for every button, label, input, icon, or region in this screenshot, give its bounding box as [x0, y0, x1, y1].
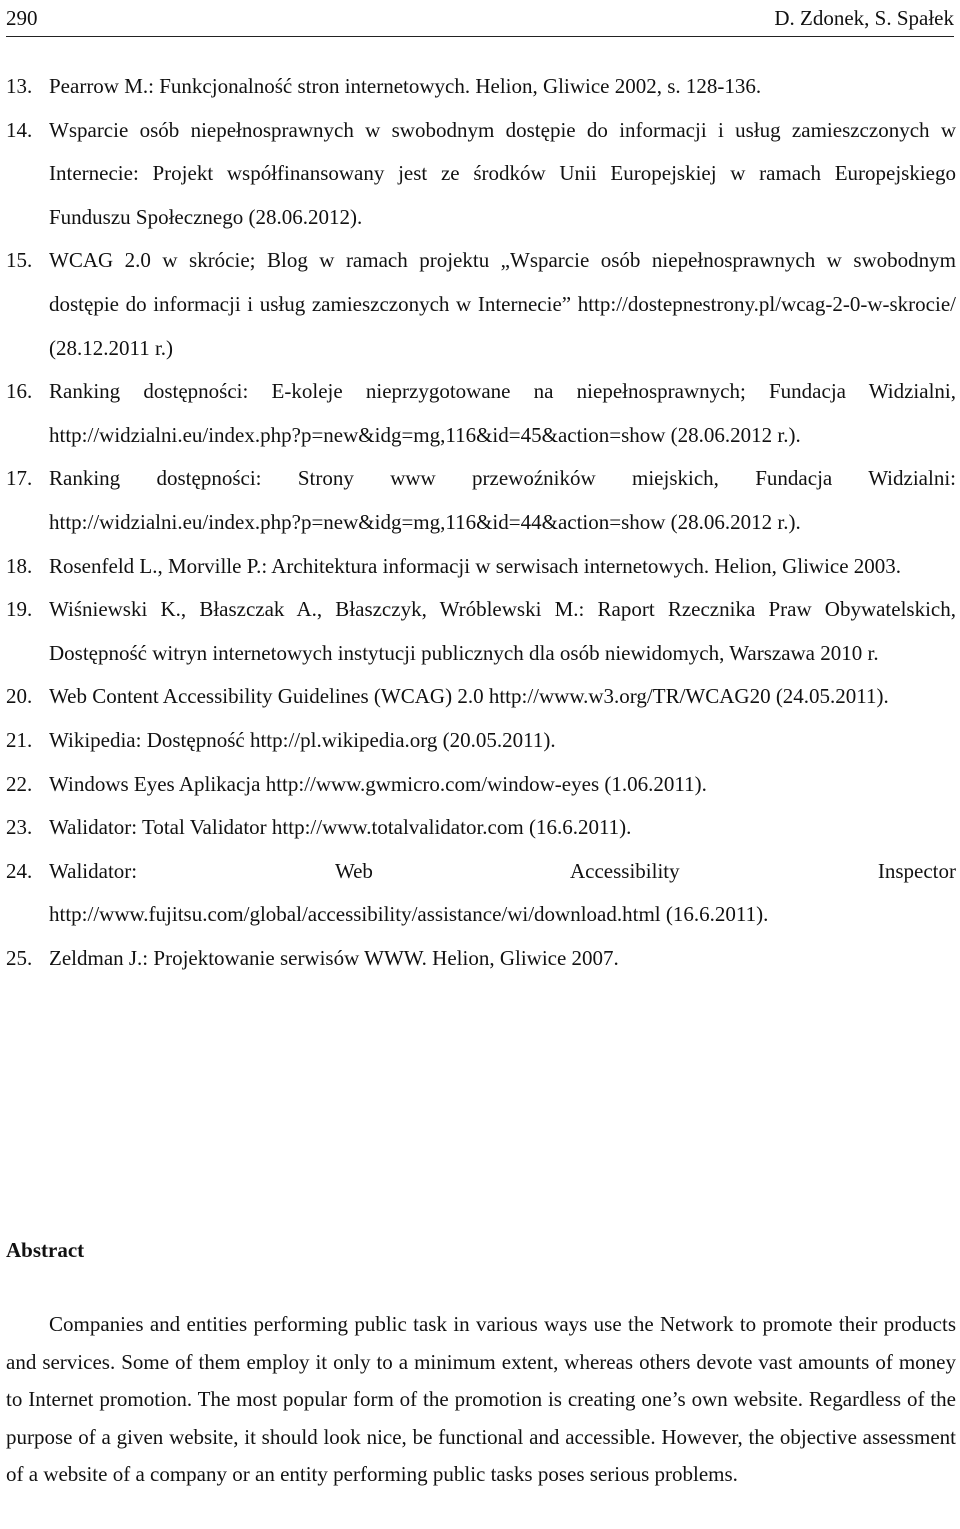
reference-item	[6, 109, 956, 240]
reference-number: 19.	[6, 597, 33, 622]
reference-number: 14.	[6, 117, 33, 142]
reference-item	[6, 675, 956, 719]
reference-text: Windows Eyes Aplikacja http://www.gwmicro.com/window-eyes (1.06.2011).	[49, 771, 707, 796]
reference-item	[6, 457, 956, 544]
reference-item	[6, 239, 956, 370]
reference-text: Wikipedia: Dostępność http://pl.wikipedia.org (20.05.2011).	[49, 727, 556, 752]
reference-text: Wsparcie osób niepełnosprawnych w swobodnym dostępie do informacji i usług zamieszczonych w Internecie: Projekt współfinansowany jest ze środków Unii Europejskiej w ramach Europejskiego Funduszu Społecznego (28.06.2012).	[49, 117, 956, 229]
reference-text: Walidator: Total Validator http://www.totalvalidator.com (16.6.2011).	[49, 815, 632, 840]
reference-item	[6, 937, 956, 981]
reference-number: 16.	[6, 379, 33, 404]
reference-text: Web Content Accessibility Guidelines (WCAG) 2.0 http://www.w3.org/TR/WCAG20 (24.05.2011).	[49, 684, 889, 709]
reference-number: 18.	[6, 553, 33, 578]
reference-number: 21.	[6, 727, 33, 752]
reference-text: Ranking dostępności: Strony www przewoźników miejskich, Fundacja Widzialni: http://widzialni.eu/index.php?p=new&idg=mg,116&id=44&action=show (28.06.2012 r.).	[49, 466, 956, 534]
abstract-body: Companies and entities performing public task in various ways use the Network to promote their products and services. Some of them employ it only to a minimum extent, whereas others devote vast amounts of money to Internet promotion. The most popular form of the promotion is creating one’s own website. Regardless of the purpose of a given website, it should look nice, be functional and accessible. However, the objective assessment of a website of a company or an entity performing public tasks poses serious problems.	[6, 1312, 956, 1486]
reference-text: Ranking dostępności: E-koleje nieprzygotowane na niepełnosprawnych; Fundacja Widzialni, http://widzialni.eu/index.php?p=new&idg=mg,116&id=45&action=show (28.06.2012 r.).	[49, 379, 956, 447]
reference-number: 23.	[6, 815, 33, 840]
reference-list	[6, 65, 956, 980]
reference-text: Wiśniewski K., Błaszczak A., Błaszczyk, Wróblewski M.: Raport Rzecznika Praw Obywatelskich, Dostępność witryn internetowych instytucji publicznych dla osób niewidomych, Warszawa 2010 r.	[49, 597, 956, 665]
reference-item	[6, 370, 956, 457]
reference-item	[6, 545, 956, 589]
reference-item	[6, 850, 956, 937]
reference-number: 20.	[6, 684, 33, 709]
reference-number: 13.	[6, 74, 33, 98]
reference-text: Zeldman J.: Projektowanie serwisów WWW. Helion, Gliwice 2007.	[49, 945, 619, 970]
reference-text: WCAG 2.0 w skrócie; Blog w ramach projektu „Wsparcie osób niepełnosprawnych w swobodnym dostępie do informacji i usług zamieszczonych w Internecie” http://dostepnestrony.pl/wcag-2-0-w-skrocie/ (28.12.2011 r.)	[49, 248, 956, 360]
reference-item	[6, 65, 956, 109]
reference-number: 17.	[6, 466, 33, 491]
reference-item	[6, 763, 956, 807]
reference-text: Pearrow M.: Funkcjonalność stron internetowych. Helion, Gliwice 2002, s. 128-136.	[49, 74, 762, 98]
reference-number: 24.	[6, 858, 33, 883]
reference-number: 22.	[6, 771, 33, 796]
reference-number: 25.	[6, 945, 33, 970]
abstract-heading: Abstract	[6, 1238, 85, 1262]
reference-number: 15.	[6, 248, 33, 273]
reference-item	[6, 806, 956, 850]
reference-text: Rosenfeld L., Morville P.: Architektura informacji w serwisach internetowych. Helion, Gliwice 2003.	[49, 553, 902, 578]
reference-text: Walidator: Web Accessibility Inspector http://www.fujitsu.com/global/accessibility/assistance/wi/download.html (16.6.2011).	[49, 858, 956, 927]
reference-item	[6, 588, 956, 675]
reference-item	[6, 719, 956, 763]
running-authors: D. Zdonek, S. Spałek	[774, 6, 954, 30]
running-header	[6, 2, 954, 37]
page-number: 290	[6, 6, 38, 30]
